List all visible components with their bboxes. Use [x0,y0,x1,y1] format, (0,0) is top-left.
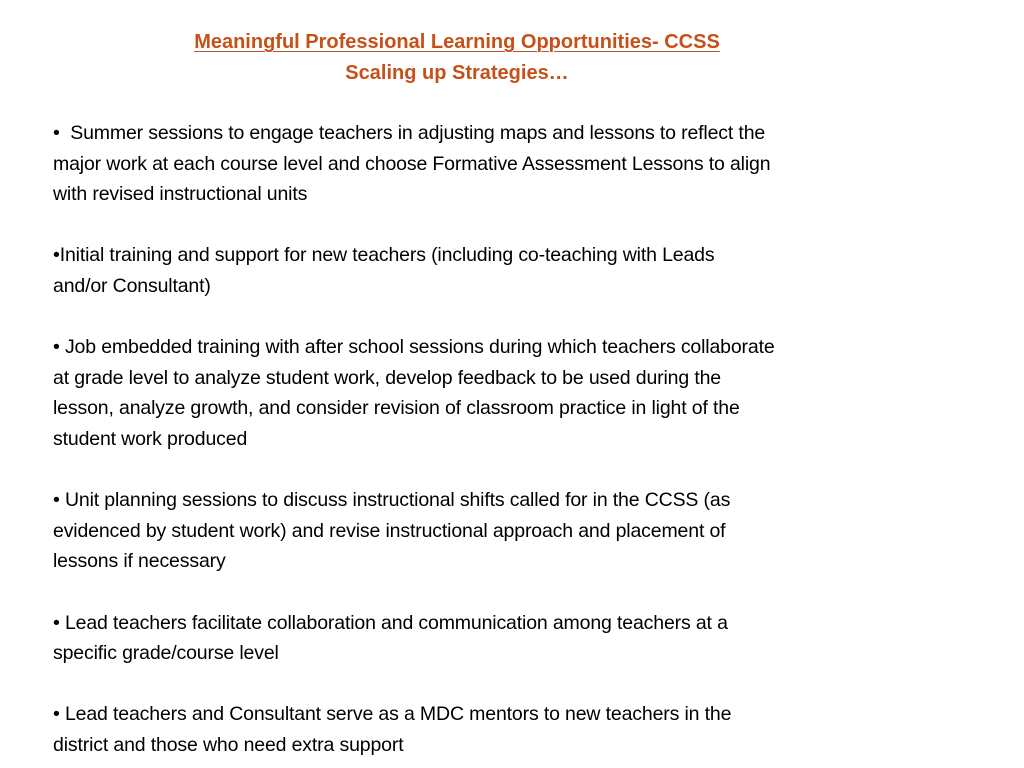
bullet-marker: • [53,703,65,726]
title-line-1: Meaningful Professional Learning Opportunities- CCSS [194,31,720,53]
bullet-item [53,699,953,760]
bullet-item [53,332,953,454]
bullet-text: Summer sessions to engage teachers in adjusting maps and lessons to reflect the [70,122,766,144]
slide-title [0,27,914,89]
bullet-marker: • [53,122,71,144]
bullet-line: district and those who need extra support [53,733,404,756]
bullet-line [53,699,953,730]
bullet-marker: • [53,244,60,267]
bullet-line: student work produced [53,427,248,450]
bullet-line [53,240,953,271]
bullet-line: lesson, analyze growth, and consider revision of classroom practice in light of the [53,397,740,420]
bullet-line: and/or Consultant) [53,274,211,297]
bullet-item [53,608,953,669]
bullet-line: with revised instructional units [53,183,308,206]
bullet-line: major work at each course level and choose Formative Assessment Lessons to align [53,152,771,175]
bullet-item [53,240,953,301]
title-line-2: Scaling up Strategies… [345,62,569,84]
bullet-line: lessons if necessary [53,550,226,573]
bullet-text: Job embedded training with after school sessions during which teachers collaborate [64,336,775,359]
bullet-list [53,118,953,760]
bullet-line [53,608,953,639]
bullet-line [53,332,953,363]
bullet-marker: • [53,611,65,634]
bullet-item [53,118,953,210]
bullet-text: Initial training and support for new teachers (including co-teaching with Leads [59,244,715,267]
bullet-item [53,485,953,577]
bullet-line [53,485,953,516]
bullet-marker: • [53,336,65,359]
bullet-text: Lead teachers and Consultant serve as a MDC mentors to new teachers in the [64,703,732,726]
bullet-text: Lead teachers facilitate collaboration and communication among teachers at a [64,611,728,634]
bullet-line: specific grade/course level [53,642,279,665]
bullet-marker: • [53,489,65,512]
bullet-line [53,118,953,149]
bullet-line: evidenced by student work) and revise instructional approach and placement of [53,519,726,542]
bullet-text: Unit planning sessions to discuss instructional shifts called for in the CCSS (as [64,489,731,512]
bullet-line: at grade level to analyze student work, develop feedback to be used during the [53,366,722,389]
